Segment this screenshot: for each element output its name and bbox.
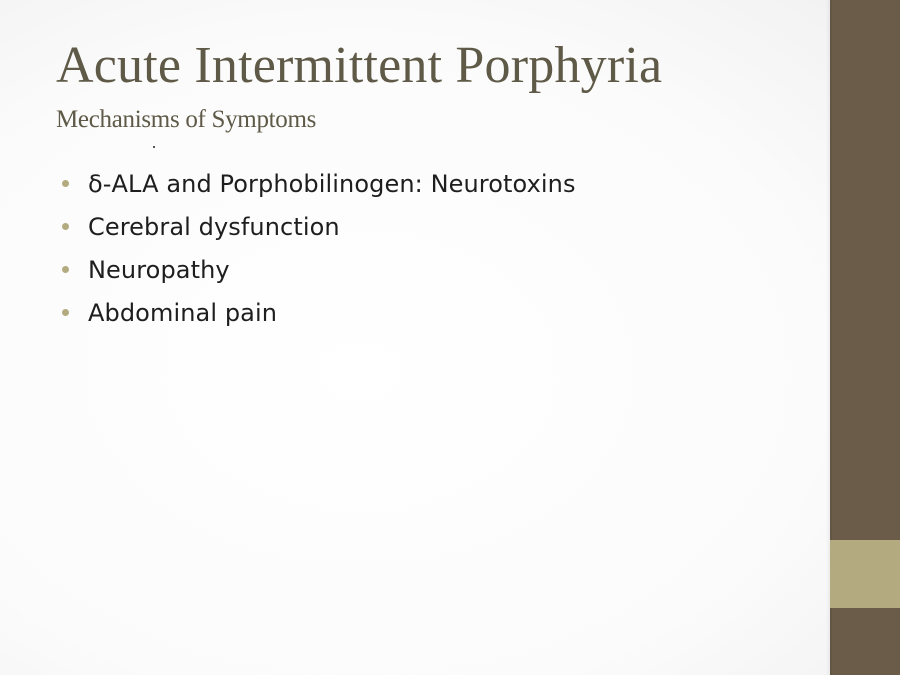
list-item — [62, 205, 576, 248]
bullet-text: Abdominal pain — [88, 298, 278, 327]
list-item — [62, 291, 576, 334]
bullet-text: Cerebral dysfunction — [88, 212, 340, 241]
bullet-icon — [62, 223, 69, 230]
bullet-icon — [62, 180, 69, 187]
list-item — [62, 162, 576, 205]
stray-dot — [153, 146, 155, 148]
bullet-text: δ-ALA and Porphobilinogen: Neurotoxins — [88, 169, 576, 198]
side-accent-block — [830, 540, 900, 608]
bullet-icon — [62, 266, 69, 273]
list-item — [62, 248, 576, 291]
bullet-text: Neuropathy — [88, 255, 230, 284]
slide-title: Acute Intermittent Porphyria — [56, 37, 663, 94]
bullet-list — [62, 162, 576, 334]
slide-subtitle: Mechanisms of Symptoms — [56, 106, 317, 133]
bullet-icon — [62, 309, 69, 316]
